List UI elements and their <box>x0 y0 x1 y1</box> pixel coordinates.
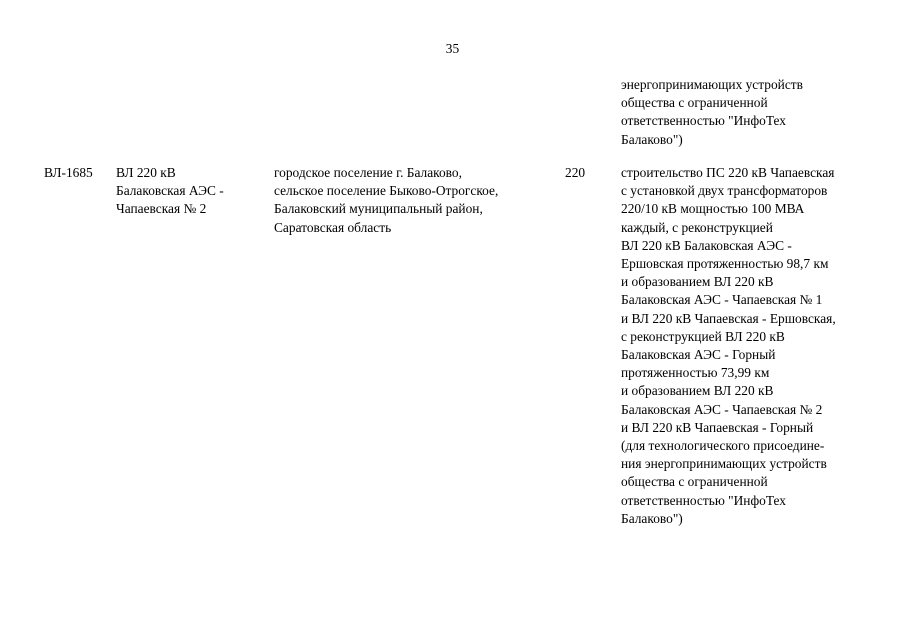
page-number: 35 <box>445 41 460 56</box>
carryover-description-text: энергопринимающих устройств общества с ограниченной ответственностью "ИнфоТех Балаково") <box>621 77 803 147</box>
description-cell: строительство ПС 220 кВ Чапаевская с установкой двух трансформаторов 220/10 кВ мощностью 100 МВА каждый, с реконструкцией ВЛ 220 кВ Балаковская АЭС - Ершовская протяженностью 98,7 км и образованием ВЛ 220 кВ Балаковская АЭС - Чапаевская № 1 и ВЛ 220 кВ Чапаевская - Ершовская, с реконструкцией ВЛ 220 кВ Балаковская АЭС - Горный протяженностью 73,99 км и образованием ВЛ 220 кВ Балаковская АЭС - Чапаевская № 2 и ВЛ 220 кВ Чапаевская - Горный (для технологического присоедине- ния энергопринимающих устройств общества с ограниченной ответственностью "ИнфоТех Балаково") <box>621 165 836 526</box>
location-cell: городское поселение г. Балаково, сельское поселение Быково-Отрогское, Балаковский муниципальный район, Саратовская область <box>274 165 499 235</box>
voltage-cell: 220 <box>565 165 586 180</box>
object-code-cell: ВЛ-1685 <box>44 165 93 180</box>
object-name-cell: ВЛ 220 кВ Балаковская АЭС - Чапаевская № 2 <box>116 165 224 217</box>
